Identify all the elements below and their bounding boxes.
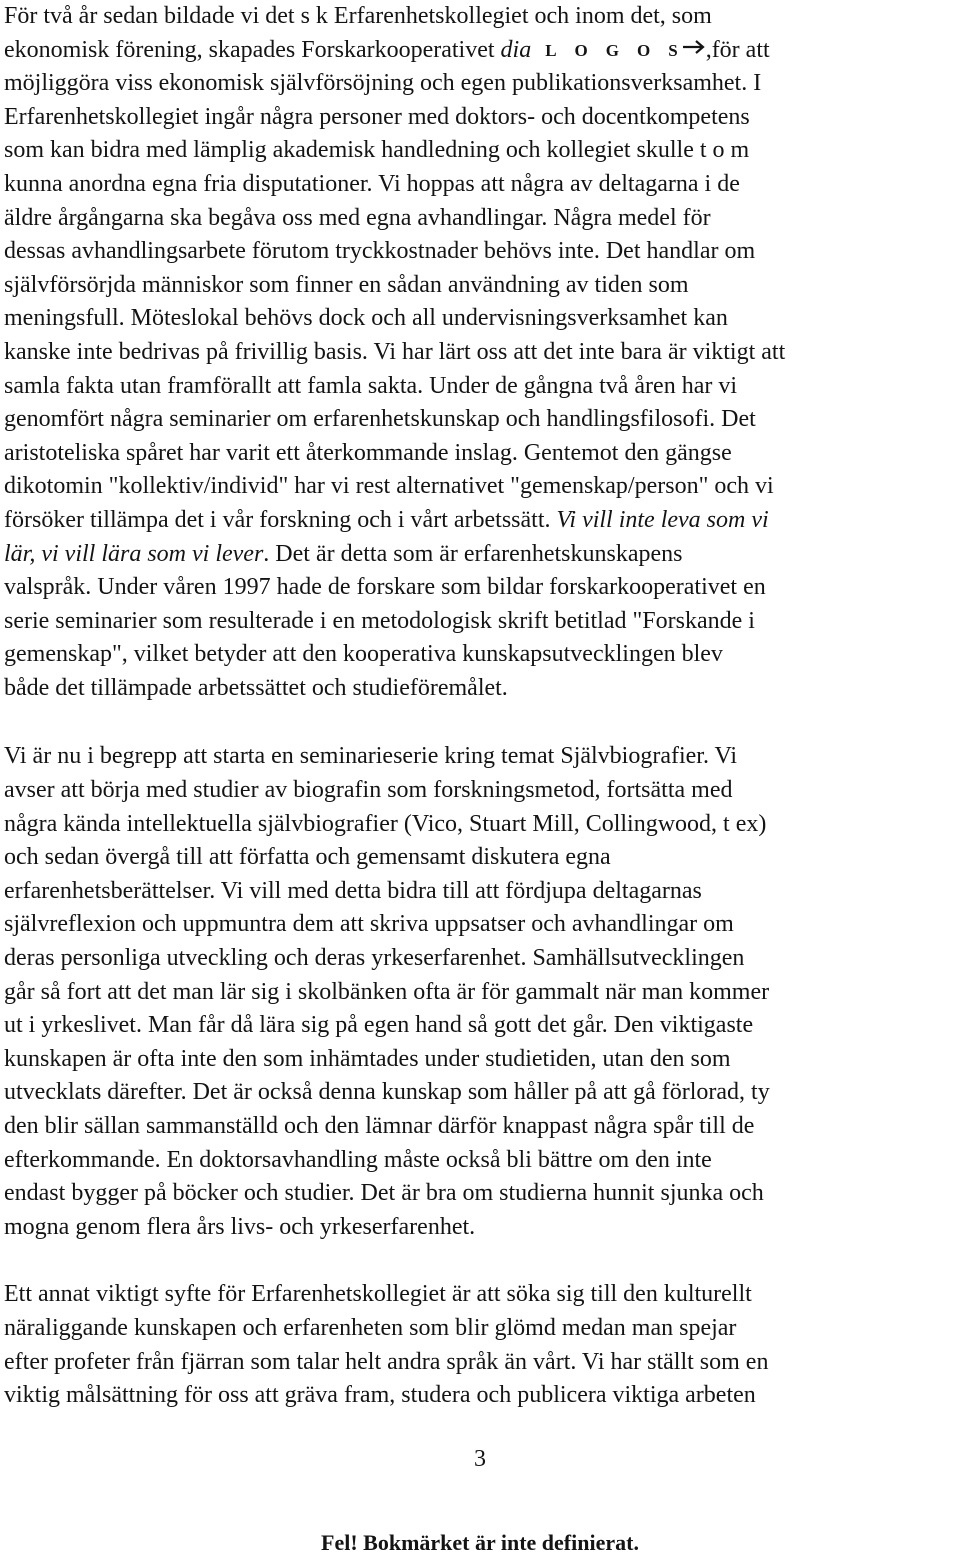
text-line [4,302,956,336]
text-segment: För två år sedan bildade vi det s k Erfarenhetskollegiet och inom det, som [4,3,712,29]
text-segment: endast bygger på böcker och studier. Det är bra om studierna hunnit sjunka och [4,1180,764,1207]
text-line [4,504,956,538]
text-segment: efter profeter från fjärran som talar helt andra språk än vårt. Vi har ställt som en [4,1348,769,1375]
text-segment: gemenskap", vilket betyder att den kooperativa kunskapsutvecklingen blev [4,641,723,668]
text-line [4,34,956,68]
text-line [4,1009,956,1043]
text-line [4,1043,956,1077]
text-line [4,1211,956,1245]
text-segment: Ett annat viktigt syfte för Erfarenhetskollegiet är att söka sig till den kulturellt [4,1281,752,1308]
text-line [4,134,956,168]
text-line [4,168,956,202]
italic-text: Vi vill inte leva som vi [556,506,769,533]
text-segment: självreflexion och uppmuntra dem att skriva uppsatser och avhandlingar om [4,911,734,938]
text-line [4,1144,956,1178]
text-segment: viktig målsättning för oss att gräva fram, studera och publicera viktiga arbeten [4,1382,756,1409]
text-line [4,269,956,303]
text-line [4,403,956,437]
text-segment: efterkommande. En doktorsavhandling måste också bli bättre om den inte [4,1146,712,1173]
text-line [4,808,956,842]
text-segment: kanske inte bedrivas på frivillig basis. Vi har lärt oss att det inte bara är viktigt att [4,338,786,365]
text-segment: utvecklats därefter. Det är också denna kunskap som håller på att gå förlorad, ty [4,1079,770,1106]
text-segment: ,för att [705,36,770,63]
document-page [4,0,956,1413]
text-line [4,1379,956,1413]
text-line [4,235,956,269]
text-line [4,202,956,236]
text-line [4,571,956,605]
right-arrow-icon [682,38,706,54]
text-segment: . Det är detta som är erfarenhetskunskapens [263,540,683,567]
text-line [4,370,956,404]
text-segment: självförsörjda människor som finner en sådan användning av tiden som [4,271,689,298]
text-segment: samla fakta utan framförallt att famla sakta. Under de gångna två åren har vi [4,372,738,399]
text-segment: valspråk. Under våren 1997 hade de forskare som bildar forskarkooperativet en [4,574,766,601]
italic-text: dia [500,36,532,63]
text-line [4,336,956,370]
text-segment: erfarenhetsberättelser. Vi vill med detta bidra till att fördjupa deltagarnas [4,877,702,904]
text-segment: genomfört några seminarier om erfarenhetskunskap och handlingsfilosofi. Det [4,406,756,433]
text-line [4,538,956,572]
text-segment: kunna anordna egna fria disputationer. Vi hoppas att några av deltagarna i de [4,170,740,197]
text-segment: några kända intellektuella självbiografier (Vico, Stuart Mill, Collingwood, t ex) [4,810,767,837]
text-line [4,908,956,942]
text-line [4,1346,956,1380]
italic-text: lär, vi vill lära som vi lever [4,540,264,567]
text-segment: deras personliga utveckling och deras yrkeserfarenhet. Samhällsutvecklingen [4,945,745,972]
text-line [4,1110,956,1144]
text-segment: både det tillämpade arbetssättet och studieföremålet. [4,674,508,701]
text-line [4,67,956,101]
text-line [4,942,956,976]
text-line [4,101,956,135]
text-segment: och sedan övergå till att författa och gemensamt diskutera egna [4,844,611,871]
text-segment: näraliggande kunskapen och erfarenheten som blir glömd medan man spejar [4,1314,737,1341]
text-segment: försöker tillämpa det i vår forskning och i vårt arbetssätt. [4,506,557,533]
text-segment: aristoteliska spåret har varit ett återkommande inslag. Gentemot den gängse [4,439,732,466]
text-segment: möjliggöra viss ekonomisk självförsöjning och egen publikationsverksamhet. I [4,70,762,97]
page-number: 3 [474,1446,486,1472]
footer-bookmark-error: Fel! Bokmärket är inte definierat. [321,1530,639,1555]
text-line [4,875,956,909]
text-segment: kunskapen är ofta inte den som inhämtades under studietiden, utan den som [4,1045,731,1072]
text-line [4,1076,956,1110]
text-line [4,605,956,639]
paragraph-cultural-knowledge [4,1278,956,1412]
text-segment: ekonomisk förening, skapades Forskarkooperativet [4,36,501,63]
text-line [4,774,956,808]
text-segment: mogna genom flera års livs- och yrkeserfarenhet. [4,1213,476,1240]
text-line [4,740,956,774]
text-segment: dikotomin "kollektiv/individ" har vi rest alternativet "gemenskap/person" och vi [4,473,774,500]
text-segment: äldre årgångarna ska begåva oss med egna avhandlingar. Några medel för [4,204,711,231]
text-line [4,1312,956,1346]
text-segment: serie seminarier som resulterade i en metodologisk skrift betitlad "Forskande i [4,607,755,634]
text-line [4,470,956,504]
text-segment: som kan bidra med lämplig akademisk handledning och kollegiet skulle t o m [4,137,750,164]
text-line [4,1177,956,1211]
text-line [4,0,956,34]
text-segment: avser att börja med studier av biografin som forskningsmetod, fortsätta med [4,777,733,804]
text-line [4,841,956,875]
logos-wordmark: LOGOS [545,40,696,60]
text-line [4,1278,956,1312]
text-segment: Vi är nu i begrepp att starta en seminarieserie kring temat Självbiografier. Vi [4,743,738,770]
text-segment: ut i yrkeslivet. Man får då lära sig på egen hand så gott det går. Den viktigaste [4,1012,754,1039]
text-line [4,638,956,672]
text-segment: dessas avhandlingsarbete förutom tryckkostnader behövs inte. Det handlar om [4,238,756,265]
text-line [4,437,956,471]
text-segment: meningsfull. Möteslokal behövs dock och all undervisningsverksamhet kan [4,305,728,332]
paragraph-cooperative [4,0,956,705]
text-segment: går så fort att det man lär sig i skolbänken ofta är för gammalt när man kommer [4,978,770,1005]
text-segment: den blir sällan sammanställd och den lämnar därför knappast några spår till de [4,1113,755,1139]
text-line [4,672,956,706]
text-segment: Erfarenhetskollegiet ingår några personer med doktors- och docentkompetens [4,103,750,130]
paragraph-autobiography-seminar [4,740,956,1244]
text-line [4,976,956,1010]
